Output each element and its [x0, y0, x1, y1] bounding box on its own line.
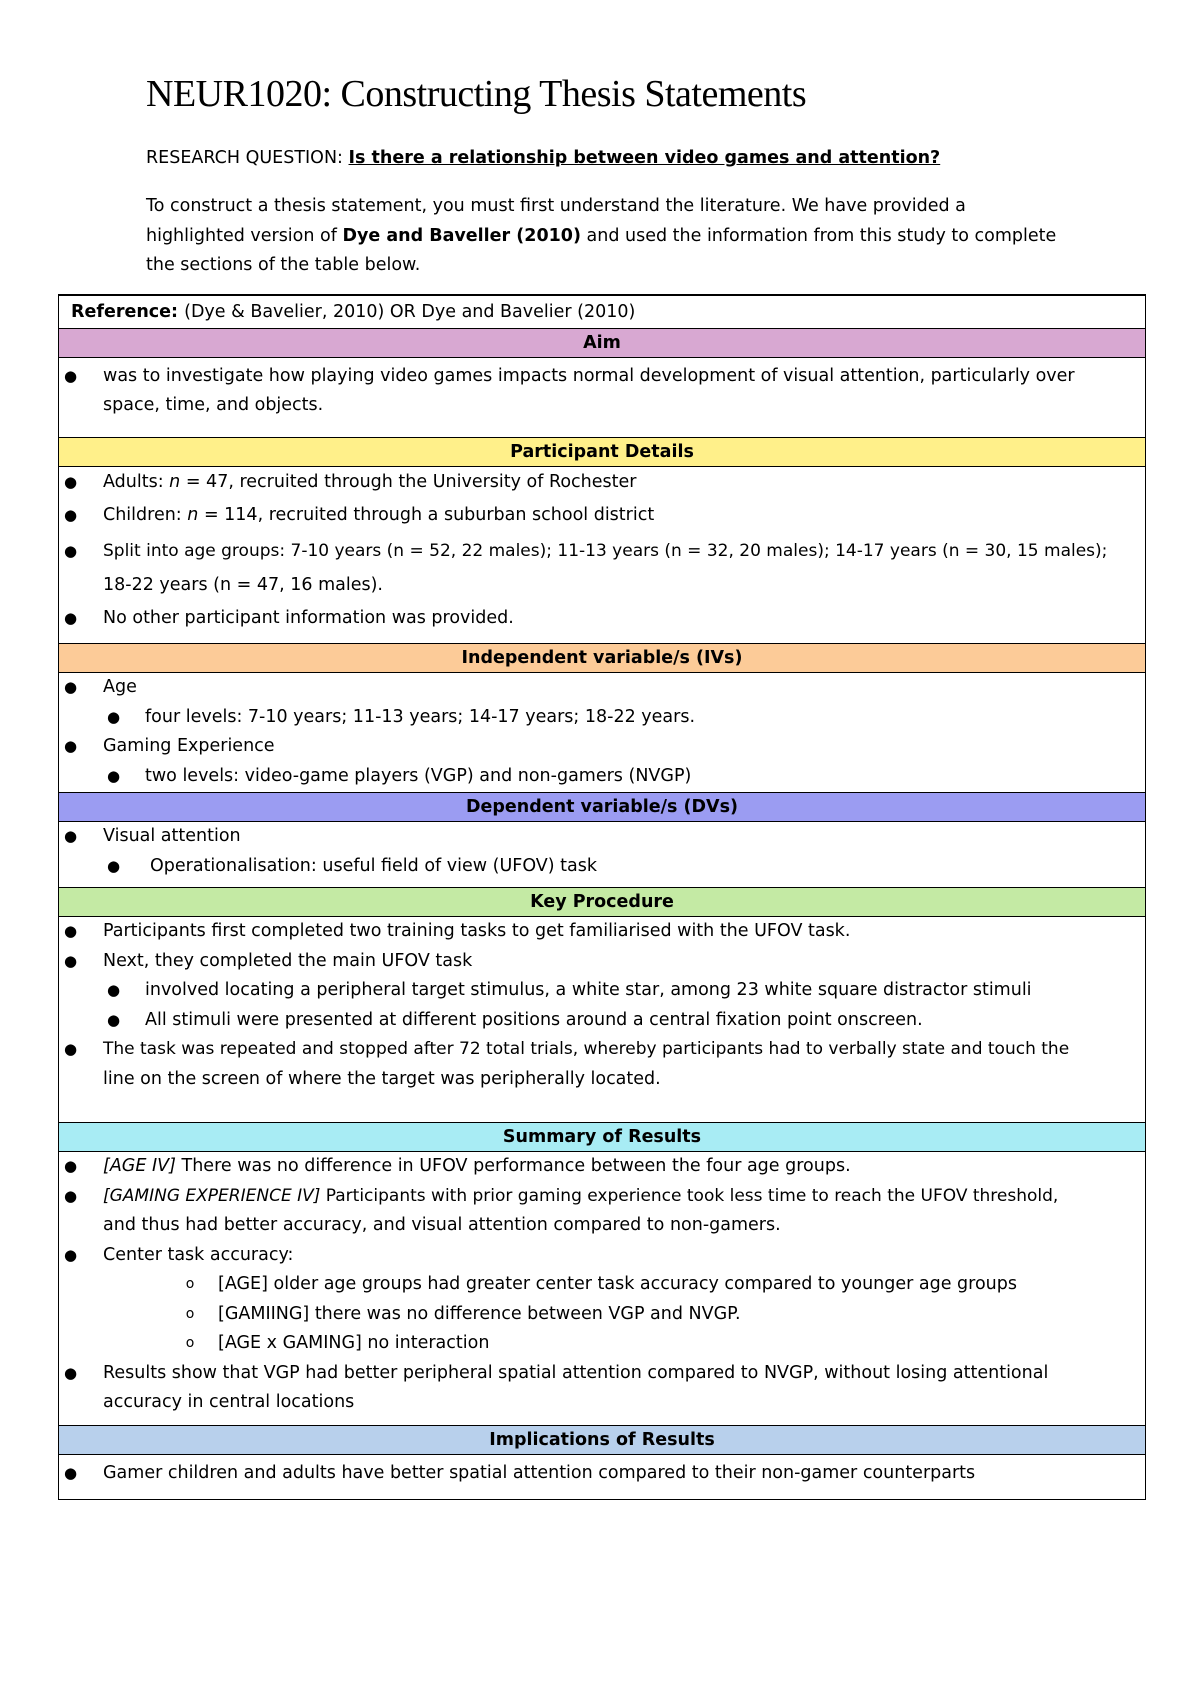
reference-label: Reference:: [71, 302, 185, 322]
result-tag: [GAMING EXPERIENCE IV]: [103, 1185, 321, 1206]
bullet-icon: ●: [64, 367, 78, 385]
list-item-text: [AGE] older age groups had greater center task accuracy compared to younger age groups: [218, 1274, 1018, 1294]
circle-bullet-icon: o: [185, 1305, 195, 1322]
bullet-icon: ●: [64, 609, 78, 627]
list-item-text: Participants with prior gaming experience took less time to reach the UFOV threshold,: [320, 1185, 1059, 1206]
research-question-label: RESEARCH QUESTION:: [146, 148, 349, 168]
list-item-text: The task was repeated and stopped after 72 total trials, whereby participants had to verbally state and touch the: [103, 1039, 1070, 1059]
list-item-text: two levels: video-game players (VGP) and non-gamers (NVGP): [145, 765, 692, 786]
list-item-continued: line on the screen of where the target was peripherally located.: [103, 1068, 661, 1089]
list-item-text: Visual attention: [103, 826, 241, 846]
list-item-text: There was no difference in UFOV performance between the four age groups.: [175, 1156, 851, 1176]
list-item: [59, 673, 1145, 703]
list-item-text: = 47, recruited through the University of Rochester: [180, 472, 637, 492]
list-item: [59, 497, 1145, 534]
aim-section: [59, 358, 1145, 438]
research-question-text: Is there a relationship between video games and attention?: [348, 148, 941, 168]
list-item-text: Operationalisation: useful field of view (UFOV) task: [150, 855, 597, 876]
reference-text: (Dye & Bavelier, 2010) OR Dye and Bavelier (2010): [184, 302, 636, 322]
bullet-icon: ●: [64, 1157, 78, 1175]
list-item: [59, 362, 1145, 391]
reference-row: [59, 296, 1145, 329]
list-item: [59, 1241, 1145, 1271]
dvs-section: [59, 822, 1145, 888]
list-item-text: No other participant information was provided.: [103, 608, 514, 628]
intro-line: the sections of the table below.: [146, 255, 421, 275]
results-header: Summary of Results: [59, 1123, 1145, 1152]
intro-text: and used the information from this study to complete: [580, 225, 1057, 246]
summary-table: [58, 294, 1146, 1500]
list-item-text: Gamer children and adults have better spatial attention compared to their non-gamer counterparts: [103, 1463, 976, 1483]
list-item: [59, 1459, 1145, 1489]
bullet-icon: ●: [107, 981, 121, 999]
participants-section: [59, 467, 1145, 644]
sub-list-item: [59, 1006, 1145, 1036]
bullet-icon: ●: [64, 1464, 78, 1482]
list-item: [59, 947, 1145, 977]
list-item: [59, 1182, 1145, 1212]
results-section: [59, 1152, 1145, 1426]
list-item-text: four levels: 7-10 years; 11-13 years; 14-17 years; 18-22 years.: [145, 706, 696, 727]
sub-list-item: [59, 976, 1145, 1006]
bullet-icon: ●: [64, 737, 78, 755]
list-item: [59, 601, 1145, 635]
list-item: [59, 1152, 1145, 1182]
sub-list-item: [59, 1300, 1145, 1330]
implications-header: Implications of Results: [59, 1426, 1145, 1455]
bullet-icon: ●: [64, 542, 78, 560]
list-item-text: Age: [103, 677, 137, 697]
list-item-text: Adults:: [103, 472, 170, 492]
list-item-text: was to investigate how playing video games impacts normal development of visual attention, particularly over: [103, 366, 1075, 386]
list-item-continued: and thus had better accuracy, and visual attention compared to non-gamers.: [103, 1215, 781, 1235]
circle-bullet-icon: o: [185, 1335, 195, 1351]
bullet-icon: ●: [64, 922, 78, 940]
participants-header: Participant Details: [59, 438, 1145, 467]
bullet-icon: ●: [107, 766, 121, 785]
bullet-icon: ●: [64, 951, 78, 970]
bullet-icon: ●: [64, 473, 78, 491]
research-question: [146, 148, 940, 168]
aim-header: Aim: [59, 329, 1145, 358]
list-item-text: = 114, recruited through a suburban school district: [198, 505, 655, 525]
list-item-continued: accuracy in central locations: [103, 1392, 355, 1412]
n-symbol: n: [187, 505, 199, 525]
list-item-text: Next, they completed the main UFOV task: [103, 950, 473, 971]
list-item-text: involved locating a peripheral target stimulus, a white star, among 23 white square distractor stimuli: [145, 980, 1032, 1000]
list-item: [59, 917, 1145, 947]
list-item-text: Center task accuracy:: [103, 1244, 294, 1265]
list-item: [59, 732, 1145, 762]
sub-list-item: [59, 703, 1145, 733]
bullet-icon: ●: [64, 1245, 78, 1264]
bullet-icon: ●: [64, 827, 78, 845]
bullet-icon: ●: [64, 678, 78, 696]
bullet-icon: ●: [107, 707, 121, 726]
sub-list-item: [59, 852, 1145, 882]
page-title: NEUR1020: Constructing Thesis Statements: [146, 73, 807, 115]
ivs-section: [59, 673, 1145, 793]
intro-reference: Dye and Baveller (2010): [342, 225, 581, 246]
procedure-section: [59, 917, 1145, 1123]
list-item: [59, 1359, 1145, 1389]
list-item-text: Participants first completed two training tasks to get familiarised with the UFOV task.: [103, 921, 851, 941]
list-item-continued: 18-22 years (n = 47, 16 males).: [103, 575, 383, 595]
sub-list-item: [59, 1329, 1145, 1359]
bullet-icon: ●: [107, 856, 121, 875]
list-item-text: All stimuli were presented at different positions around a central fixation point onscreen.: [145, 1009, 923, 1030]
n-symbol: n: [169, 472, 181, 492]
intro-text: highlighted version of: [146, 225, 343, 246]
bullet-icon: ●: [64, 506, 78, 524]
list-item-text: Gaming Experience: [103, 736, 275, 756]
result-tag: [AGE IV]: [103, 1156, 176, 1176]
intro-line: To construct a thesis statement, you must first understand the literature. We have provided a: [146, 196, 966, 216]
intro-paragraph: [146, 192, 1096, 281]
circle-bullet-icon: o: [185, 1276, 195, 1292]
list-item-text: Results show that VGP had better peripheral spatial attention compared to NVGP, without losing attentional: [103, 1362, 1049, 1383]
bullet-icon: ●: [64, 1186, 78, 1205]
list-item-text: [AGE x GAMING] no interaction: [218, 1333, 490, 1353]
list-item: [59, 467, 1145, 497]
dvs-header: Dependent variable/s (DVs): [59, 793, 1145, 822]
sub-list-item: [59, 762, 1145, 792]
list-item: [59, 822, 1145, 852]
bullet-icon: ●: [64, 1363, 78, 1382]
bullet-icon: ●: [107, 1010, 121, 1029]
implications-section: [59, 1455, 1145, 1499]
procedure-header: Key Procedure: [59, 888, 1145, 917]
list-item-continued: space, time, and objects.: [103, 395, 324, 415]
sub-list-item: [59, 1270, 1145, 1300]
intro-line: [146, 222, 1096, 252]
bullet-icon: ●: [64, 1040, 78, 1058]
list-item: [59, 1035, 1145, 1065]
list-item-text: [GAMIING] there was no difference between VGP and NVGP.: [218, 1303, 741, 1324]
list-item-text: Children:: [103, 505, 188, 525]
ivs-header: Independent variable/s (IVs): [59, 644, 1145, 673]
list-item: [59, 534, 1145, 569]
list-item-text: Split into age groups: 7-10 years (n = 52, 22 males); 11-13 years (n = 32, 20 males); 14-17 years (n = 30, 15 males);: [103, 541, 1108, 561]
